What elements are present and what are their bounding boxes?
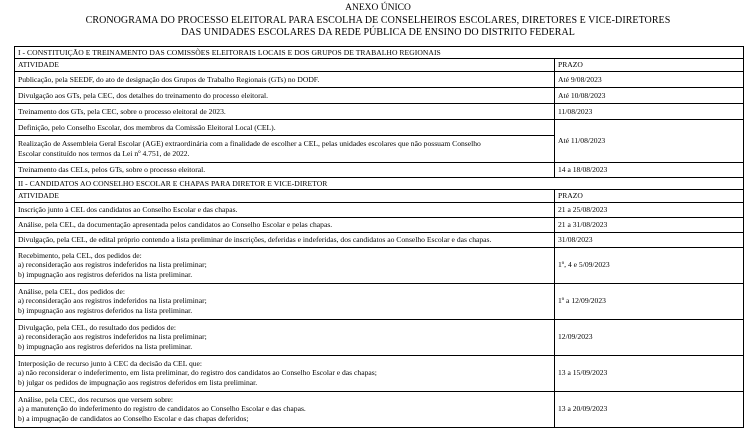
schedule-title-line-1: CRONOGRAMA DO PROCESSO ELEITORAL PARA ESCOLHA DE CONSELHEIROS ESCOLARES, DIRETORES E VICE-DIRETORES [85,14,671,26]
column-header-deadline: PRAZO [555,190,744,202]
deadline-cell: 13 a 15/09/2023 [555,355,744,391]
table-row [15,119,744,135]
activity-cell: Análise, pela CEL, da documentação apresentada pelos candidatos ao Conselho Escolar e pelas chapas. [15,217,555,232]
table-row [15,59,744,71]
activity-cell: Definição, pelo Conselho Escolar, dos membros da Comissão Eleitoral Local (CEL). [15,119,555,135]
column-header-deadline: PRAZO [555,59,744,71]
activity-line: a) reconsideração aos registros indeferidos na lista preliminar; [18,296,207,306]
table-row [15,247,744,283]
deadline-cell: 11/08/2023 [555,103,744,119]
activity-cell [15,391,555,427]
column-header-activity: ATIVIDADE [15,59,555,71]
activity-cell [15,319,555,355]
table-row [15,162,744,177]
table-row [15,319,744,355]
activity-cell [15,283,555,319]
activity-line: Análise, pela CEC, dos recursos que versem sobre: [18,395,174,405]
activity-line: a) reconsideração aos registros indeferidos na lista preliminar; [18,332,207,342]
activity-line: a) reconsideração aos registros indeferidos na lista preliminar; [18,260,207,270]
activity-line: Análise, pela CEL, dos pedidos de: [18,287,125,297]
table-row [15,355,744,391]
document-header [0,0,756,40]
activity-line: a) a manutenção do indeferimento do registro de candidatos ao Conselho Escolar e das chapas. [18,404,306,414]
deadline-cell: 1º, 4 e 5/09/2023 [555,247,744,283]
activity-line: Recebimento, pela CEL, dos pedidos de: [18,251,142,261]
activity-line: Divulgação, pela CEL, do resultado dos pedidos de: [18,323,176,333]
activity-cell: Treinamento dos GTs, pela CEC, sobre o processo eleitoral de 2023. [15,103,555,119]
table-row [15,87,744,103]
activity-cell: Inscrição junto à CEL dos candidatos ao Conselho Escolar e das chapas. [15,202,555,217]
section-1-header-row [15,47,744,59]
schedule-table [14,46,744,428]
activity-cell: Divulgação, pela CEL, de edital próprio contendo a lista preliminar de inscrições, deferidas e indeferidas, dos candidatos ao Conselho Escolar e das chapas. [15,232,555,247]
deadline-cell: 14 a 18/08/2023 [555,162,744,177]
activity-line: b) impugnação aos registros deferidos na lista preliminar. [18,305,193,315]
activity-cell: Publicação, pela SEEDF, do ato de designação dos Grupos de Trabalho Regionais (GTs) no DODF. [15,71,555,87]
deadline-cell: 13 a 20/09/2023 [555,391,744,427]
deadline-cell: 31/08/2023 [555,232,744,247]
activity-line: Realização de Assembleia Geral Escolar (AGE) extraordinária com a finalidade de escolher a CEL, pelas unidades escolares que não possuam Conselho [18,139,481,149]
annex-title: ANEXO ÚNICO [345,3,411,13]
activity-cell: Treinamento das CELs, pelos GTs, sobre o processo eleitoral. [15,162,555,177]
table-row [15,283,744,319]
activity-line: Interposição de recurso junto à CEC da decisão da CEL que: [18,359,203,369]
deadline-cell: Até 11/08/2023 [555,119,744,162]
activity-cell: Divulgação aos GTs, pela CEC, dos detalhes do treinamento do processo eleitoral. [15,87,555,103]
deadline-cell: Até 10/08/2023 [555,87,744,103]
table-row [15,202,744,217]
deadline-cell: Até 9/08/2023 [555,71,744,87]
schedule-title-line-2: DAS UNIDADES ESCOLARES DA REDE PÚBLICA DE ENSINO DO DISTRITO FEDERAL [181,27,575,38]
column-header-activity: ATIVIDADE [15,190,555,202]
activity-line: b) impugnação aos registros deferidos na lista preliminar. [18,269,193,279]
section-2-header-row [15,177,744,189]
activity-line: b) impugnação aos registros deferidos na lista preliminar. [18,341,193,351]
deadline-cell: 1º a 12/09/2023 [555,283,744,319]
table-row [15,217,744,232]
table-row [15,232,744,247]
activity-line: b) julgar os pedidos de impugnação aos registros deferidos em lista preliminar. [18,377,258,387]
table-row [15,190,744,202]
section-1-title: I - CONSTITUIÇÃO E TREINAMENTO DAS COMISSÕES ELEITORAIS LOCAIS E DOS GRUPOS DE TRABALHO REGIONAIS [15,47,744,59]
section-2-title: II - CANDIDATOS AO CONSELHO ESCOLAR E CHAPAS PARA DIRETOR E VICE-DIRETOR [15,177,744,189]
deadline-cell: 12/09/2023 [555,319,744,355]
activity-cell [15,355,555,391]
activity-cell [15,247,555,283]
activity-cell [15,135,555,162]
table-row [15,103,744,119]
table-row [15,71,744,87]
table-row [15,391,744,427]
activity-line: b) a impugnação de candidatos ao Conselho Escolar e das chapas deferidos; [18,413,249,423]
activity-line: Escolar constituído nos termos da Lei nº 4.751, de 2022. [18,148,190,158]
deadline-cell: 21 a 25/08/2023 [555,202,744,217]
activity-line: a) não reconsiderar o indeferimento, em lista preliminar, do registro dos candidatos ao Conselho Escolar e das chapas; [18,368,377,378]
deadline-cell: 21 a 31/08/2023 [555,217,744,232]
